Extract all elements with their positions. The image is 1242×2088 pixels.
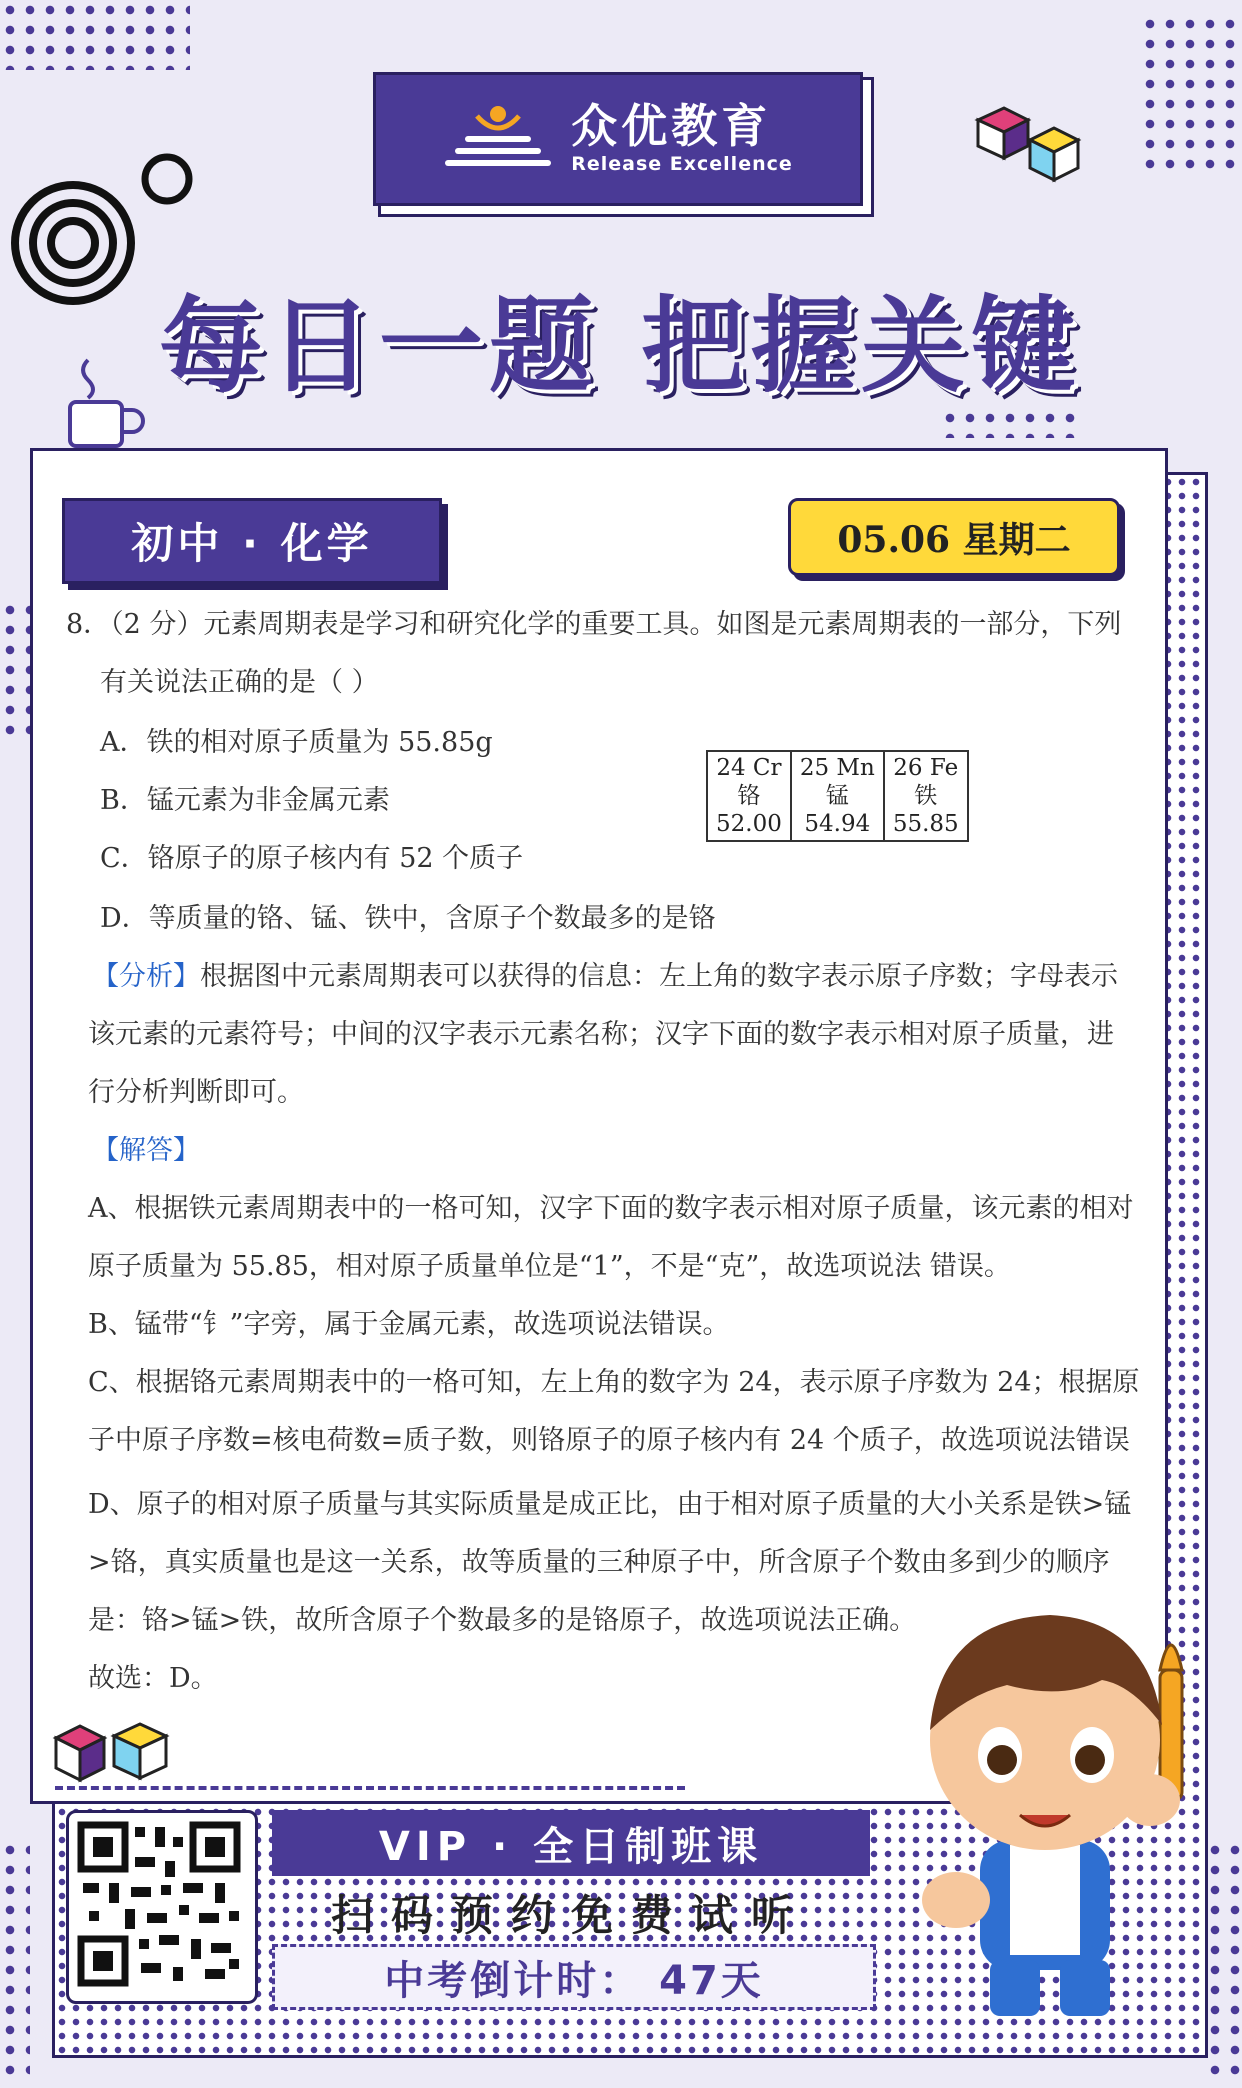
- element-cell-mn: 25 Mn 锰 54.94: [791, 751, 884, 841]
- decor-dots-top-left: [0, 0, 190, 70]
- analysis-label: 【分析】: [92, 961, 200, 992]
- qr-code-icon: [69, 1813, 249, 1995]
- decor-dots-top-right: [1140, 14, 1240, 174]
- option-b: B．锰元素为非金属元素: [100, 785, 390, 816]
- subject-tag: 初中 · 化学: [62, 498, 442, 584]
- element-cell-fe: 26 Fe 铁 55.85: [884, 751, 968, 841]
- analysis-line1: 【分析】根据图中元素周期表可以获得的信息：左上角的数字表示原子序数；字母表示: [92, 961, 1118, 992]
- answer-line: C、根据铬元素周期表中的一格可知，左上角的数字为 24，表示原子序数为 24；根据原: [88, 1367, 1140, 1398]
- answer-line: 子中原子序数=核电荷数=质子数，则铬原子的原子核内有 24 个质子，故选项说法错误: [88, 1425, 1130, 1456]
- vip-banner: VIP · 全日制班课: [272, 1810, 870, 1876]
- target-rings-icon: [10, 180, 136, 306]
- question-stem-line2: 有关说法正确的是（ ）: [100, 667, 379, 698]
- answer-line: >铬，真实质量也是这一关系，故等质量的三种原子中，所含原子个数由多到少的顺序: [88, 1547, 1110, 1578]
- decor-dots-mid-right: [940, 408, 1080, 438]
- answer-line: 是：铬>锰>铁，故所含原子个数最多的是铬原子，故选项说法正确。: [88, 1605, 917, 1636]
- decor-dots-bottom-left: [0, 1840, 30, 2080]
- brand-text: [571, 99, 793, 175]
- brand-emblem-icon: [443, 102, 553, 176]
- ring-icon: [140, 152, 194, 206]
- page-headline: 每日一题 把握关键: [158, 285, 1082, 407]
- cubes-icon: [52, 1718, 182, 1790]
- answer-line: D、原子的相对原子质量与其实际质量是成正比，由于相对原子质量的大小关系是铁>锰: [88, 1489, 1132, 1520]
- decor-dots-left: [0, 600, 30, 740]
- analysis-line3: 行分析判断即可。: [88, 1077, 304, 1108]
- cubes-icon: [968, 100, 1088, 190]
- brand-name: 众优教育: [571, 99, 772, 153]
- coffee-cup-icon: [58, 352, 148, 452]
- element-cell-cr: 24 Cr 铬 52.00: [707, 751, 791, 841]
- option-c: C．铬原子的原子核内有 52 个质子: [100, 843, 524, 874]
- answer-line: A、根据铁元素周期表中的一格可知，汉字下面的数字表示相对原子质量，该元素的相对: [88, 1193, 1134, 1224]
- brand-tagline: Release Excellence: [571, 153, 793, 175]
- option-d: D．等质量的铬、锰、铁中，含原子个数最多的是铬: [100, 903, 716, 934]
- scan-to-book-text: 扫码预约免费试听: [330, 1891, 811, 1940]
- option-a: A．铁的相对原子质量为 55.85g: [100, 727, 493, 758]
- analysis-line2: 该元素的元素符号；中间的汉字表示元素名称；汉字下面的数字表示相对原子质量，进: [88, 1019, 1114, 1050]
- periodic-table-fragment: [706, 750, 969, 842]
- answer-line: 原子质量为 55.85，相对原子质量单位是“1”，不是“克”，故选项说法 错误。: [88, 1251, 1011, 1282]
- question-stem-line1: 8．（2 分）元素周期表是学习和研究化学的重要工具。如图是元素周期表的一部分，下列: [66, 609, 1122, 640]
- footer-divider: [55, 1786, 685, 1790]
- date-tag: 05.06 星期二: [788, 498, 1120, 576]
- mascot-illustration: [860, 1590, 1230, 2030]
- brand-logo: [373, 72, 863, 206]
- answer-line: B、锰带“钅”字旁，属于金属元素，故选项说法错误。: [88, 1309, 730, 1340]
- qr-code[interactable]: [66, 1810, 258, 2004]
- answer-label: 【解答】: [92, 1135, 200, 1166]
- exam-countdown: 中考倒计时： 47天: [272, 1944, 876, 2010]
- answer-line: 故选：D。: [88, 1663, 218, 1694]
